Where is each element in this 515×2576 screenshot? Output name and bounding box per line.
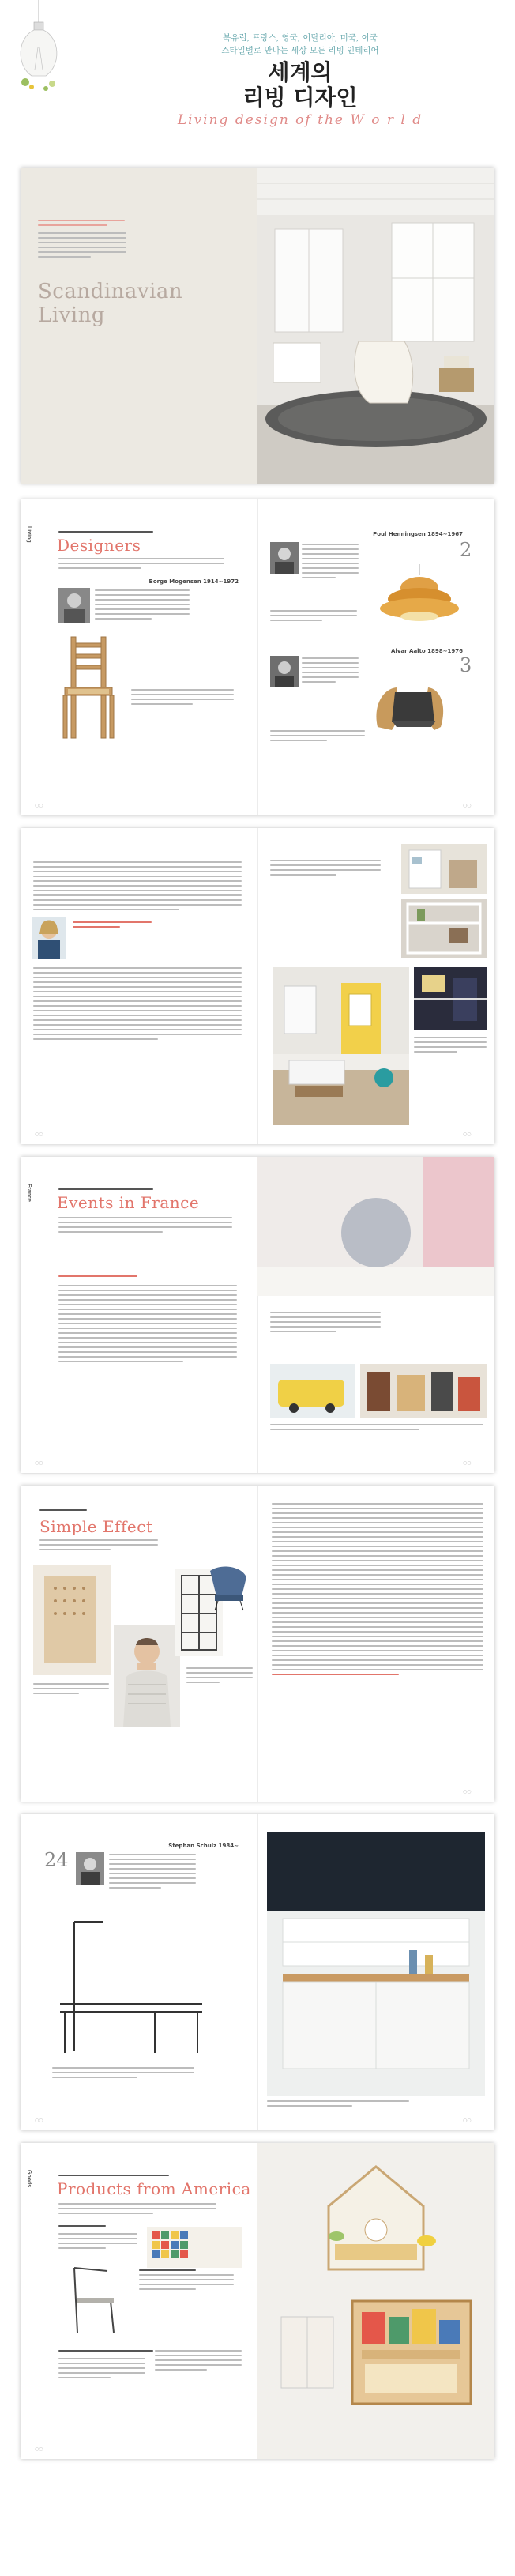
section-label-france: France bbox=[26, 1184, 32, 1202]
feature-caption-top bbox=[270, 860, 381, 879]
spread-designer-24 bbox=[21, 1814, 494, 2130]
page-number-left: ○○ bbox=[35, 2118, 43, 2123]
page-header bbox=[0, 0, 515, 150]
simple-effect-caption-2 bbox=[186, 1667, 253, 1686]
kitchen-caption bbox=[267, 2100, 409, 2110]
wooden-chair-photo bbox=[55, 632, 122, 743]
designer-3-bio bbox=[302, 657, 359, 686]
page-number-right: ○○ bbox=[463, 1132, 472, 1137]
exhibition-circle-installation-photo bbox=[258, 1157, 494, 1296]
feature-body-text-1 bbox=[33, 861, 242, 913]
section-label-living: Living bbox=[26, 526, 32, 543]
scandinavian-room-photo bbox=[258, 168, 494, 484]
events-subhead bbox=[58, 1275, 137, 1280]
birdhouse-clock-photo bbox=[258, 2143, 494, 2459]
wooden-board-photo bbox=[33, 1565, 111, 1675]
light-bulb-illustration bbox=[11, 0, 66, 95]
designer-1-portrait bbox=[58, 588, 90, 623]
page-number-right: ○○ bbox=[463, 1460, 472, 1466]
designer-3-portrait bbox=[270, 656, 299, 687]
page-number-right: ○○ bbox=[463, 2118, 472, 2123]
header-subtitle-line2: 스타일별로 만나는 세상 모든 리빙 인테리어 bbox=[221, 46, 379, 55]
page-number-left: ○○ bbox=[35, 2446, 43, 2452]
events-body-text bbox=[58, 1285, 237, 1365]
simple-effect-heading: Simple Effect bbox=[39, 1517, 153, 1536]
cabinet-exhibit-photo bbox=[360, 1364, 487, 1418]
simple-effect-intro bbox=[39, 1539, 158, 1554]
spread-scandinavian-living bbox=[21, 168, 494, 484]
intro-kicker-text bbox=[38, 220, 125, 229]
designer-3-name: Alvar Aalto 1898~1976 bbox=[391, 648, 463, 654]
feature-body-text-2 bbox=[33, 967, 242, 1043]
simple-effect-caption-1 bbox=[33, 1683, 109, 1697]
page-number-right: ○○ bbox=[463, 803, 472, 808]
feature-pullquote bbox=[73, 921, 152, 931]
colorful-grid-art-photo bbox=[147, 2227, 242, 2268]
clothing-rack-photo bbox=[52, 1917, 210, 2059]
spread-events-france bbox=[21, 1157, 494, 1473]
designer-portrait-man-photo bbox=[114, 1625, 180, 1727]
simple-effect-kicker bbox=[39, 1509, 87, 1514]
designer-2-number: 2 bbox=[460, 539, 472, 561]
designer-1-bio bbox=[95, 589, 190, 623]
trailer-caption bbox=[270, 1424, 483, 1433]
designer-1-name: Borge Mogensen 1914~1972 bbox=[148, 578, 239, 585]
spread-products-america bbox=[21, 2143, 494, 2459]
blue-chair-photo bbox=[202, 1561, 254, 1612]
product-1-text bbox=[58, 2233, 137, 2252]
product-4-text bbox=[155, 2350, 242, 2374]
header-title-line2: 리빙 디자인 bbox=[242, 85, 358, 111]
page-number-left: ○○ bbox=[35, 1460, 43, 1466]
designers-heading: Designers bbox=[57, 536, 141, 555]
intro-body-text bbox=[38, 232, 126, 261]
products-intro bbox=[58, 2203, 216, 2217]
shelf-interior-photo-1 bbox=[401, 844, 487, 894]
woman-portrait-photo bbox=[32, 917, 66, 959]
armchair-photo bbox=[368, 675, 463, 738]
events-heading: Events in France bbox=[57, 1193, 200, 1212]
header-title-english: Living design of the W o r l d bbox=[177, 112, 423, 128]
product-2-text bbox=[139, 2269, 234, 2293]
header-title-line1: 세계의 bbox=[268, 59, 333, 85]
armchair-caption bbox=[270, 730, 365, 744]
products-heading: Products from America bbox=[57, 2179, 251, 2198]
spread-interior-feature bbox=[21, 828, 494, 1144]
spread-simple-effect bbox=[21, 1486, 494, 1802]
designer-2-portrait bbox=[270, 542, 299, 574]
designer-24-portrait bbox=[76, 1852, 104, 1885]
product-3-title bbox=[58, 2350, 153, 2355]
shelf-interior-photo-2 bbox=[401, 899, 487, 958]
spread1-heading-line1: Scandinavian bbox=[38, 280, 183, 303]
yellow-trailer-photo bbox=[270, 1364, 355, 1418]
ph-lamp-photo bbox=[376, 564, 463, 631]
shelf-interior-photo-3 bbox=[414, 967, 487, 1030]
page-number-right: ○○ bbox=[463, 1789, 472, 1795]
product-1-title bbox=[58, 2225, 106, 2230]
spread1-heading-line2: Living bbox=[38, 303, 105, 327]
product-3-text bbox=[58, 2358, 145, 2382]
chair-caption bbox=[131, 689, 234, 708]
page-number-left: ○○ bbox=[35, 1132, 43, 1137]
header-subtitle-line1: 북유럽, 프랑스, 영국, 이탈리아, 미국, 이국 bbox=[223, 33, 378, 43]
designer-24-number: 24 bbox=[44, 1849, 69, 1871]
exhibition-caption bbox=[270, 1312, 381, 1335]
modern-kitchen-photo bbox=[267, 1832, 485, 2096]
designer-24-bio bbox=[109, 1854, 196, 1892]
feature-caption-bottom bbox=[414, 1037, 487, 1056]
designer-3-number: 3 bbox=[460, 654, 472, 676]
designer-2-name: Poul Henningsen 1894~1967 bbox=[373, 531, 463, 537]
section-label-goods: Goods bbox=[26, 2170, 32, 2188]
designer-2-bio bbox=[302, 544, 359, 582]
spread-designers bbox=[21, 499, 494, 815]
rack-caption bbox=[52, 2067, 194, 2081]
designers-intro-text bbox=[58, 558, 224, 572]
events-intro-text bbox=[58, 1217, 232, 1236]
lamp-caption bbox=[270, 610, 357, 624]
designer-24-name: Stephan Schulz 1984~ bbox=[168, 1843, 239, 1849]
living-room-yellow-wall-photo bbox=[273, 967, 409, 1125]
simple-effect-body-text bbox=[272, 1503, 483, 1678]
page-number-left: ○○ bbox=[35, 803, 43, 808]
chair-side-view-photo bbox=[58, 2262, 130, 2337]
header-subtitle bbox=[158, 32, 442, 57]
